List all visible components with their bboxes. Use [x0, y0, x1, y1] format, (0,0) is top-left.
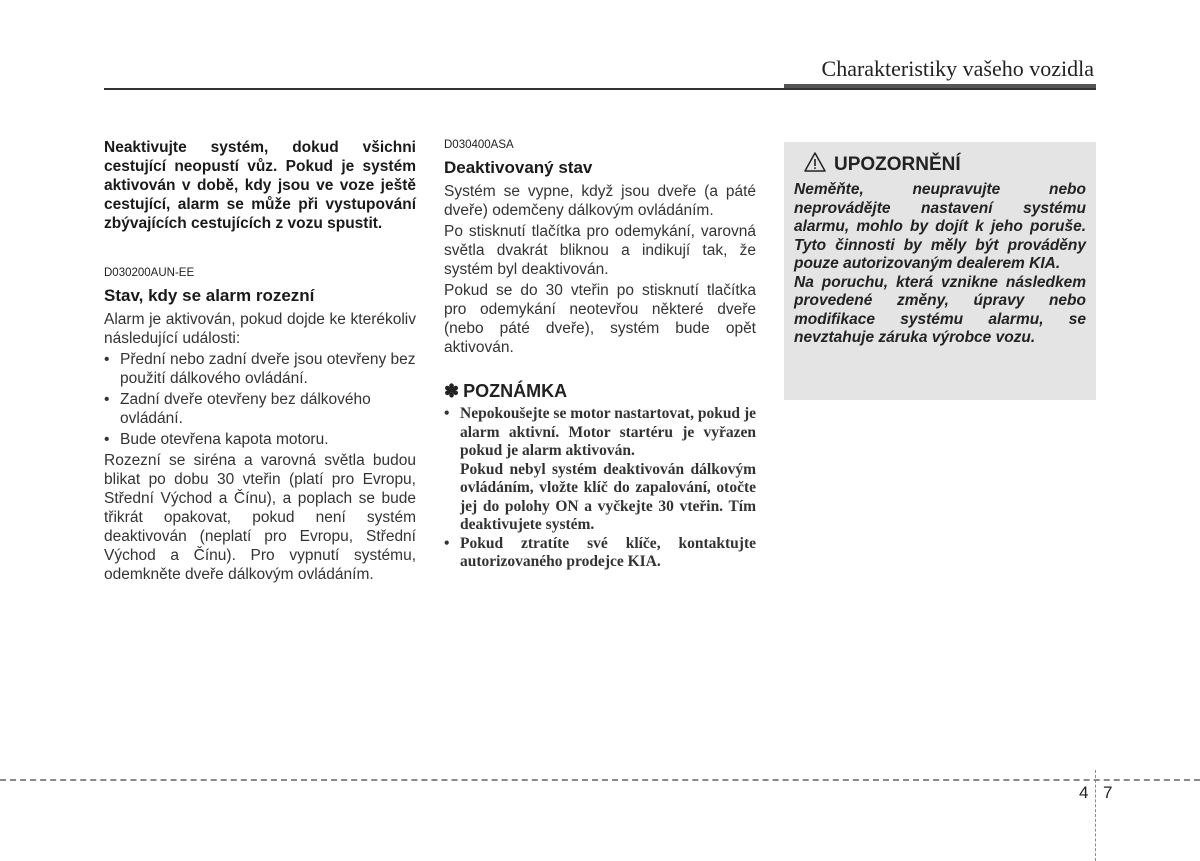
warning-text-1: Neměňte, neupravujte nebo neprovádějte nastavení systému alarmu, mohlo by dojít k jeho poruše. Tyto činnosti by měly být prováděny pouze autorizovaným dealerem KIA. [794, 181, 1086, 272]
alarm-trigger-intro: Alarm je aktivován, pokud dojde ke kterékoliv následující události: [104, 311, 416, 347]
header-rule [104, 88, 1096, 90]
note-list [444, 405, 756, 572]
list-item: • Nepokoušejte se motor nastartovat, pokud je alarm aktivní. Motor startéru je vyřazen pokud je alarm aktivován. Pokud nebyl systém deaktivován dálkovým ovládáním, vložte klíč do zapalování, otočte jej do polohy ON a vyčkejte 30 vteřin. Tím deaktivujete systém. [444, 405, 756, 533]
deactivate-text-3: Pokud se do 30 vteřin po stisknutí tlačítka pro odemykání neotevřou některé dveře (nebo páté dveře), systém bude opět aktivován. [444, 282, 756, 356]
note-star-icon: ✽ [444, 381, 460, 401]
page-number: 7 [1103, 783, 1113, 802]
note-heading [444, 381, 756, 401]
warning-box [784, 142, 1096, 400]
warning-heading [804, 152, 1086, 177]
section-title-alarm-sounds: Stav, kdy se alarm rozezní [104, 286, 315, 305]
list-item: • Pokud ztratíte své klíče, kontaktujte autorizovaného prodejce KIA. [444, 534, 756, 570]
list-item: • Zadní dveře otevřeny bez dálkového ovládání. [104, 391, 371, 427]
list-item: • Přední nebo zadní dveře jsou otevřeny bez použití dálkového ovládání. [104, 351, 416, 387]
warning-text-2: Na poruchu, která vznikne následkem provedené změny, úpravy nebo modifikace systému alarmu, se nevztahuje záruka výrobce vozu. [794, 273, 1086, 346]
page-header-title: Charakteristiky vašeho vozidla [821, 56, 1094, 81]
deactivate-text-2: Po stisknutí tlačítka pro odemykání, varovná světla dvakrát bliknou a indikují tak, že systém byl deaktivován. [444, 223, 756, 278]
footer-separator [1095, 770, 1096, 861]
section-title-deactivated: Deaktivovaný stav [444, 158, 593, 177]
column-left [104, 138, 416, 584]
warning-triangle-icon [804, 152, 826, 177]
section-code: D030400ASA [444, 139, 514, 151]
deactivate-text-1: Systém se vypne, když jsou dveře (a páté dveře) odemčeny dálkovým ovládáním. [444, 183, 756, 219]
footer-rule [0, 779, 1200, 781]
note-title: POZNÁMKA [463, 381, 568, 401]
intro-warning-text: Neaktivujte systém, dokud všichni cestující neopustí vůz. Pokud je systém aktivován v době, kdy jsou ve voze ještě cestující, alarm se může při vystupování zbývajících cestujících z vozu spustit. [104, 139, 416, 232]
chapter-number: 4 [1079, 783, 1089, 802]
alarm-trigger-list [104, 350, 416, 449]
warning-title: UPOZORNĚNÍ [834, 153, 961, 175]
alarm-behaviour-text: Rozezní se siréna a varovná světla budou blikat po dobu 30 vteřin (platí pro Evropu, Střední Východ a Čínu), a poplach se bude třikrát opakovat, pokud není systém deaktivován (neplatí pro Evropu, Střední Východ a Čínu). Pro vypnutí systému, odemkněte dveře dálkovým ovládáním. [104, 452, 416, 583]
column-middle [444, 138, 756, 572]
list-item: • Bude otevřena kapota motoru. [104, 431, 329, 448]
section-code: D030200AUN-EE [104, 267, 195, 279]
